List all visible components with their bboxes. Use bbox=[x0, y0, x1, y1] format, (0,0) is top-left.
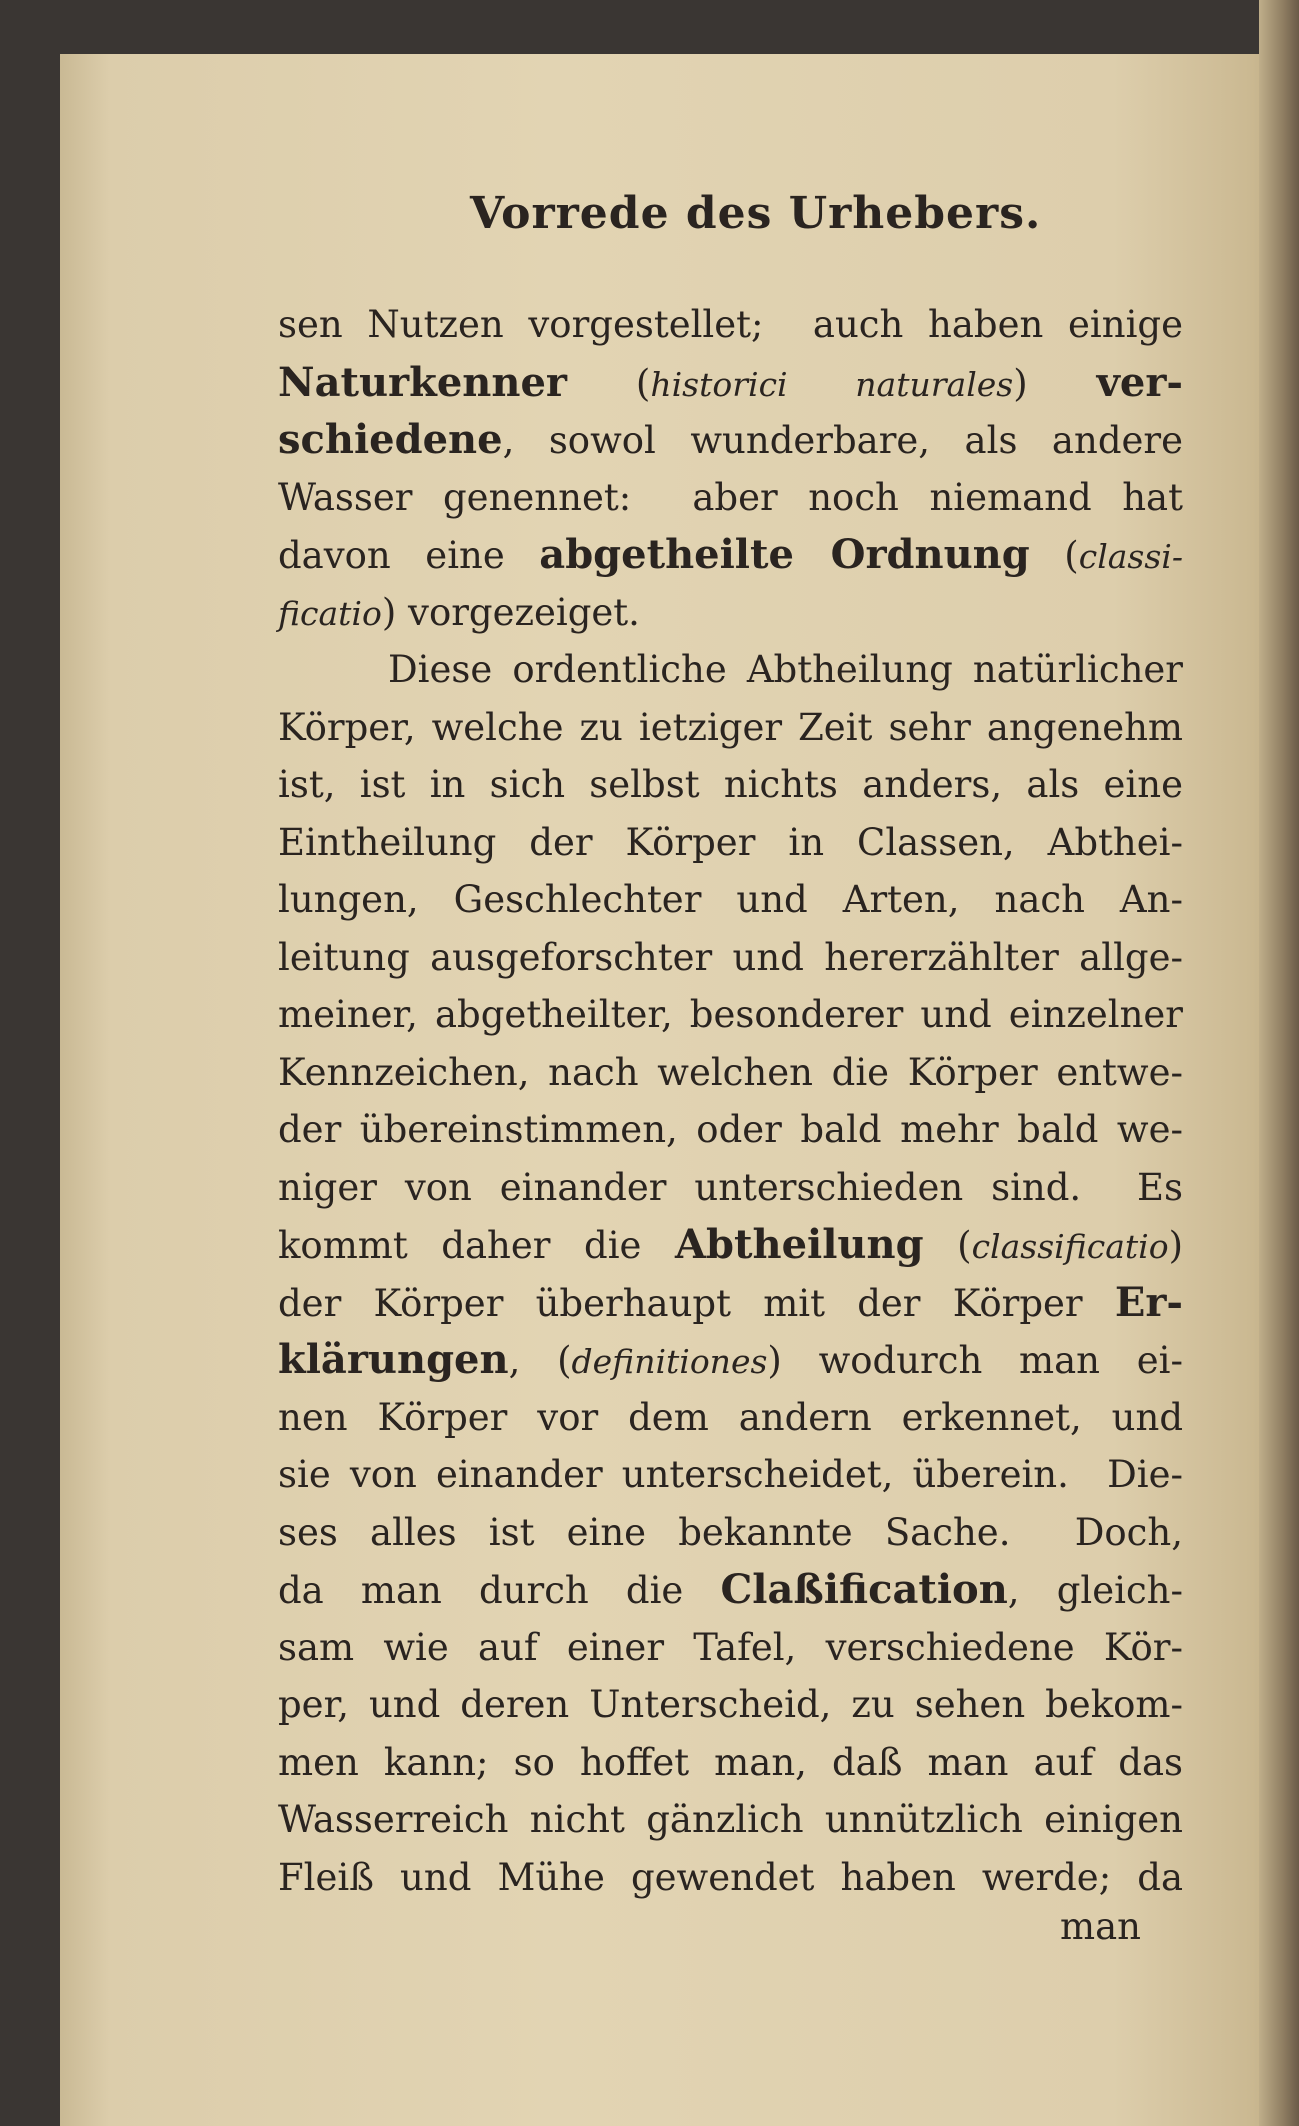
text-line bbox=[278, 1791, 1183, 1849]
book-edge bbox=[1259, 0, 1299, 2126]
text-line bbox=[278, 526, 1183, 584]
text-segment: ) wodurch man ei- bbox=[767, 1339, 1183, 1382]
emphasized-term: klärungen bbox=[278, 1336, 509, 1383]
emphasized-term: ver- bbox=[1096, 358, 1183, 406]
text-segment: Eintheilung der Körper in Classen, Abthei- bbox=[278, 820, 1183, 864]
text-segment: leitung ausgeforschter und hererzählter allge- bbox=[278, 935, 1183, 979]
text-segment: , ( bbox=[508, 1339, 572, 1382]
text-segment: Wasserreich nicht gänzlich unnützlich einigen bbox=[278, 1798, 1183, 1841]
emphasized-term: Abtheilung bbox=[675, 1221, 924, 1268]
emphasized-term: Naturkenner bbox=[278, 358, 567, 406]
text-line bbox=[278, 1734, 1183, 1792]
text-segment: da man durch die bbox=[278, 1569, 721, 1612]
text-segment: men kann; so hoffet man, daß man auf das bbox=[278, 1740, 1183, 1784]
text-line bbox=[278, 1504, 1183, 1562]
text-segment: niger von einander unterschieden sind. Es bbox=[278, 1165, 1183, 1209]
text-segment: der Körper überhaupt mit der Körper bbox=[278, 1281, 1115, 1325]
text-line bbox=[278, 1849, 1183, 1907]
text-line bbox=[278, 1446, 1183, 1504]
text-line bbox=[278, 1216, 1183, 1274]
text-line bbox=[278, 1101, 1183, 1159]
text-segment: ( bbox=[923, 1224, 972, 1267]
text-segment: Wasser genennet: aber noch niemand hat bbox=[278, 475, 1183, 519]
text-line bbox=[278, 1389, 1183, 1447]
text-segment: , gleich- bbox=[1007, 1569, 1184, 1612]
latin-term: ficatio bbox=[278, 593, 382, 633]
text-line bbox=[278, 1619, 1183, 1677]
body-text bbox=[278, 296, 1183, 1906]
text-line bbox=[278, 1274, 1183, 1332]
text-segment: sie von einander unterscheidet, überein. Die- bbox=[278, 1453, 1183, 1496]
text-segment: sam wie auf einer Tafel, verschiedene Kör- bbox=[278, 1625, 1183, 1669]
text-segment: ses alles ist eine bekannte Sache. Doch, bbox=[278, 1510, 1183, 1554]
text-segment: sen Nutzen vorgestellet; auch haben einige bbox=[278, 303, 1183, 346]
text-segment: ) bbox=[1013, 361, 1097, 405]
text-segment: ( bbox=[566, 361, 651, 405]
text-segment: Körper, welche zu ietziger Zeit sehr angenehm bbox=[278, 705, 1183, 749]
latin-term: classificatio bbox=[971, 1227, 1169, 1266]
text-segment: ) bbox=[1168, 1224, 1184, 1267]
text-segment: Diese ordentliche Abtheilung natürlicher bbox=[388, 648, 1183, 691]
text-segment: nen Körper vor dem andern erkennet, und bbox=[278, 1395, 1183, 1439]
emphasized-term: abgetheilte Ordnung bbox=[539, 531, 1030, 578]
emphasized-term: schiedene bbox=[278, 416, 503, 463]
text-line bbox=[278, 1331, 1183, 1389]
text-line bbox=[278, 986, 1183, 1044]
text-segment: ) vorgezeiget. bbox=[381, 590, 640, 634]
text-line bbox=[278, 1044, 1183, 1102]
text-segment: meiner, abgetheilter, besonderer und einzelner bbox=[278, 993, 1183, 1036]
text-segment: ( bbox=[1029, 534, 1079, 577]
text-line bbox=[278, 1561, 1183, 1619]
text-segment: lungen, Geschlechter und Arten, nach An- bbox=[278, 878, 1183, 921]
emphasized-term: Er- bbox=[1114, 1278, 1183, 1326]
text-line bbox=[278, 814, 1183, 872]
latin-term: classi- bbox=[1078, 537, 1184, 576]
text-line bbox=[278, 296, 1183, 354]
text-line bbox=[278, 756, 1183, 814]
latin-term: historici naturales bbox=[650, 364, 1014, 404]
text-line bbox=[278, 1676, 1183, 1734]
text-line bbox=[278, 411, 1183, 469]
text-line bbox=[278, 584, 1183, 642]
text-line bbox=[278, 469, 1183, 527]
text-segment: davon eine bbox=[278, 534, 540, 577]
text-segment: ist, ist in sich selbst nichts anders, als eine bbox=[278, 763, 1183, 806]
text-line bbox=[278, 929, 1183, 987]
catchword: man bbox=[1060, 1905, 1141, 1948]
text-segment: der übereinstimmen, oder bald mehr bald we- bbox=[278, 1108, 1183, 1151]
text-segment: Kennzeichen, nach welchen die Körper entwe- bbox=[278, 1050, 1183, 1094]
emphasized-term: Claßification bbox=[720, 1566, 1008, 1613]
text-line bbox=[278, 1159, 1183, 1217]
text-line bbox=[278, 871, 1183, 929]
text-segment: per, und deren Unterscheid, zu sehen bekom- bbox=[278, 1683, 1183, 1726]
running-header: Vorrede des Urhebers. bbox=[470, 188, 1042, 239]
text-line bbox=[278, 699, 1183, 757]
text-line bbox=[278, 354, 1183, 412]
text-segment: kommt daher die bbox=[278, 1224, 676, 1267]
latin-term: definitiones bbox=[571, 1342, 768, 1381]
text-line bbox=[278, 641, 1183, 699]
text-segment: , sowol wunderbare, als andere bbox=[502, 419, 1183, 462]
text-segment: Fleiß und Mühe gewendet haben werde; da bbox=[278, 1855, 1183, 1899]
